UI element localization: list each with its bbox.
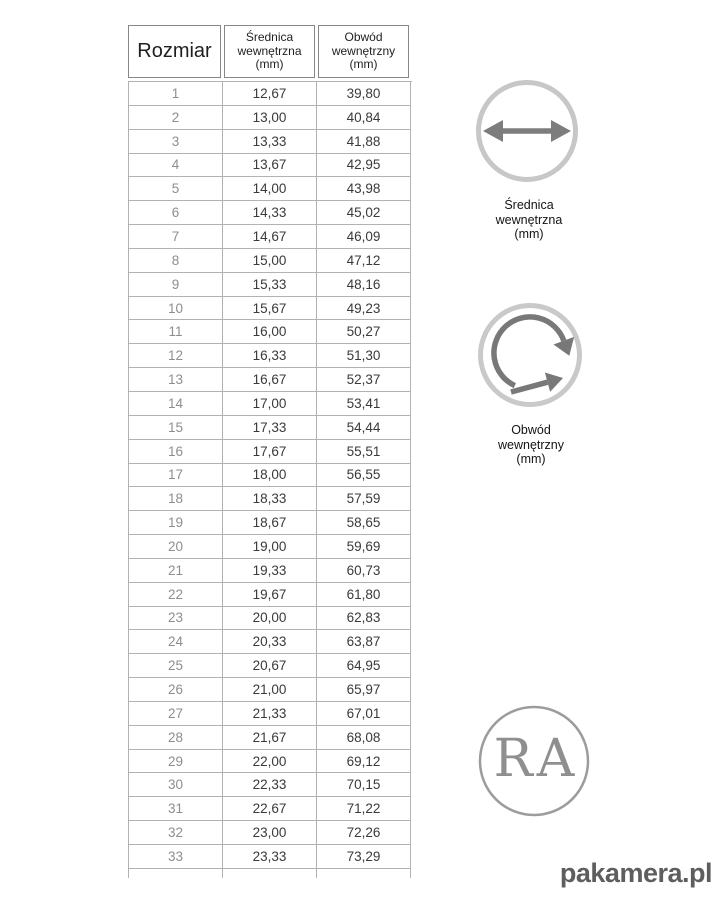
circumference-cell: 61,80 (317, 583, 411, 607)
diameter-cell: 15,67 (223, 297, 317, 321)
circumference-cell: 47,12 (317, 249, 411, 273)
table-row (129, 750, 412, 774)
size-cell: 10 (129, 297, 223, 321)
diameter-cell: 23,33 (223, 845, 317, 869)
size-cell: 1 (129, 82, 223, 106)
diameter-cell: 21,33 (223, 702, 317, 726)
size-cell: 7 (129, 225, 223, 249)
diameter-cell: 17,67 (223, 440, 317, 464)
ra-brand-logo (478, 705, 590, 817)
table-row (129, 559, 412, 583)
diameter-cell: 15,33 (223, 273, 317, 297)
header-line: Średnica (245, 30, 294, 45)
table-row (129, 583, 412, 607)
circumference-cell: 62,83 (317, 607, 411, 631)
diameter-label-line: (mm) (514, 227, 544, 241)
circumference-cell: 50,27 (317, 320, 411, 344)
table-row (129, 654, 412, 678)
table-row (129, 249, 412, 273)
diameter-cell: 14,33 (223, 201, 317, 225)
diameter-cell: 22,00 (223, 750, 317, 774)
table-row (129, 726, 412, 750)
table-row (129, 630, 412, 654)
partial-cell (223, 869, 317, 878)
table-row (129, 487, 412, 511)
diameter-cell: 12,67 (223, 82, 317, 106)
circumference-cell: 72,26 (317, 821, 411, 845)
size-cell: 2 (129, 106, 223, 130)
diameter-cell: 20,00 (223, 607, 317, 631)
circumference-cell: 55,51 (317, 440, 411, 464)
header-line: (mm) (349, 57, 378, 72)
size-table-body (128, 81, 412, 869)
diameter-cell: 18,67 (223, 511, 317, 535)
size-cell: 21 (129, 559, 223, 583)
header-size (128, 25, 221, 78)
partial-cell (317, 869, 411, 878)
diameter-arrow-icon (475, 79, 579, 183)
circumference-label (461, 423, 601, 467)
circumference-cell: 49,23 (317, 297, 411, 321)
size-cell: 8 (129, 249, 223, 273)
diameter-cell: 23,00 (223, 821, 317, 845)
diameter-cell: 13,33 (223, 130, 317, 154)
table-row (129, 177, 412, 201)
circumference-cell: 53,41 (317, 392, 411, 416)
circumference-cell: 57,59 (317, 487, 411, 511)
size-cell: 13 (129, 368, 223, 392)
size-cell: 22 (129, 583, 223, 607)
table-row (129, 440, 412, 464)
rotation-arrow-icon (477, 302, 583, 408)
circumference-cell: 54,44 (317, 416, 411, 440)
size-cell: 24 (129, 630, 223, 654)
diameter-cell: 20,33 (223, 630, 317, 654)
ring-size-table (128, 25, 412, 878)
diameter-label-line: wewnętrzna (495, 212, 563, 227)
circumference-cell: 45,02 (317, 201, 411, 225)
table-row (129, 106, 412, 130)
pakamera-watermark: pakamera.pl (559, 858, 712, 888)
circumference-cell: 63,87 (317, 630, 411, 654)
table-row (129, 464, 412, 488)
size-cell: 4 (129, 154, 223, 178)
table-row (129, 773, 412, 797)
size-cell: 19 (129, 511, 223, 535)
circumference-cell: 39,80 (317, 82, 411, 106)
ra-monogram: RA (493, 729, 579, 789)
size-cell: 33 (129, 845, 223, 869)
table-row (129, 797, 412, 821)
size-cell: 16 (129, 440, 223, 464)
diameter-label-line: Średnica (504, 198, 554, 212)
header-line: wewnętrzny (331, 43, 396, 58)
circumference-cell: 56,55 (317, 464, 411, 488)
table-row (129, 297, 412, 321)
circumference-cell: 42,95 (317, 154, 411, 178)
circumference-cell: 60,73 (317, 559, 411, 583)
diameter-cell: 20,67 (223, 654, 317, 678)
table-row (129, 845, 412, 869)
table-row (129, 154, 412, 178)
table-row (129, 225, 412, 249)
circumference-cell: 68,08 (317, 726, 411, 750)
size-cell: 5 (129, 177, 223, 201)
diameter-cell: 18,00 (223, 464, 317, 488)
diameter-cell: 17,33 (223, 416, 317, 440)
table-row (129, 416, 412, 440)
size-cell: 15 (129, 416, 223, 440)
circumference-cell: 64,95 (317, 654, 411, 678)
size-cell: 3 (129, 130, 223, 154)
circumference-cell: 59,69 (317, 535, 411, 559)
diameter-cell: 17,00 (223, 392, 317, 416)
table-row (129, 82, 412, 106)
size-cell: 25 (129, 654, 223, 678)
diameter-cell: 16,33 (223, 344, 317, 368)
header-line: wewnętrzna (237, 43, 302, 58)
circumference-cell: 41,88 (317, 130, 411, 154)
size-cell: 28 (129, 726, 223, 750)
circumference-cell: 58,65 (317, 511, 411, 535)
size-cell: 23 (129, 607, 223, 631)
diameter-cell: 15,00 (223, 249, 317, 273)
diameter-cell: 14,67 (223, 225, 317, 249)
table-row (129, 368, 412, 392)
table-header-row (128, 25, 412, 78)
circumference-cell: 40,84 (317, 106, 411, 130)
size-cell: 18 (129, 487, 223, 511)
diameter-cell: 13,00 (223, 106, 317, 130)
circumference-cell: 43,98 (317, 177, 411, 201)
table-row (129, 511, 412, 535)
diameter-cell: 18,33 (223, 487, 317, 511)
table-row (129, 702, 412, 726)
diameter-cell: 19,00 (223, 535, 317, 559)
size-cell: 30 (129, 773, 223, 797)
circumference-label-line: wewnętrzny (498, 437, 564, 452)
header-inner-circumference (318, 25, 409, 78)
diameter-cell: 19,33 (223, 559, 317, 583)
table-row (129, 535, 412, 559)
table-partial-row (128, 869, 412, 878)
diameter-cell: 16,67 (223, 368, 317, 392)
diameter-cell: 19,67 (223, 583, 317, 607)
circumference-label-line: Obwód (511, 423, 551, 437)
table-row (129, 273, 412, 297)
size-cell: 29 (129, 750, 223, 774)
size-cell: 20 (129, 535, 223, 559)
header-line: Obwód (344, 30, 383, 45)
diameter-label (459, 198, 599, 242)
diameter-cell: 22,67 (223, 797, 317, 821)
size-cell: 26 (129, 678, 223, 702)
diameter-cell: 16,00 (223, 320, 317, 344)
header-size-label: Rozmiar (137, 40, 212, 62)
size-cell: 6 (129, 201, 223, 225)
size-cell: 17 (129, 464, 223, 488)
circumference-cell: 65,97 (317, 678, 411, 702)
diameter-cell: 22,33 (223, 773, 317, 797)
size-cell: 32 (129, 821, 223, 845)
circumference-cell: 67,01 (317, 702, 411, 726)
partial-cell (129, 869, 223, 878)
diameter-cell: 21,00 (223, 678, 317, 702)
circumference-cell: 52,37 (317, 368, 411, 392)
size-cell: 14 (129, 392, 223, 416)
table-row (129, 201, 412, 225)
circumference-cell: 69,12 (317, 750, 411, 774)
circumference-cell: 48,16 (317, 273, 411, 297)
table-row (129, 821, 412, 845)
size-cell: 27 (129, 702, 223, 726)
table-row (129, 392, 412, 416)
circumference-label-line: (mm) (516, 452, 546, 466)
header-line: (mm) (255, 57, 284, 72)
table-row (129, 130, 412, 154)
diameter-cell: 13,67 (223, 154, 317, 178)
circumference-cell: 51,30 (317, 344, 411, 368)
circumference-cell: 73,29 (317, 845, 411, 869)
diameter-cell: 21,67 (223, 726, 317, 750)
table-row (129, 678, 412, 702)
circumference-cell: 46,09 (317, 225, 411, 249)
diameter-cell: 14,00 (223, 177, 317, 201)
circumference-cell: 71,22 (317, 797, 411, 821)
table-row (129, 320, 412, 344)
size-cell: 12 (129, 344, 223, 368)
size-cell: 9 (129, 273, 223, 297)
header-inner-diameter (224, 25, 315, 78)
circumference-cell: 70,15 (317, 773, 411, 797)
table-row (129, 344, 412, 368)
size-cell: 11 (129, 320, 223, 344)
table-row (129, 607, 412, 631)
size-cell: 31 (129, 797, 223, 821)
